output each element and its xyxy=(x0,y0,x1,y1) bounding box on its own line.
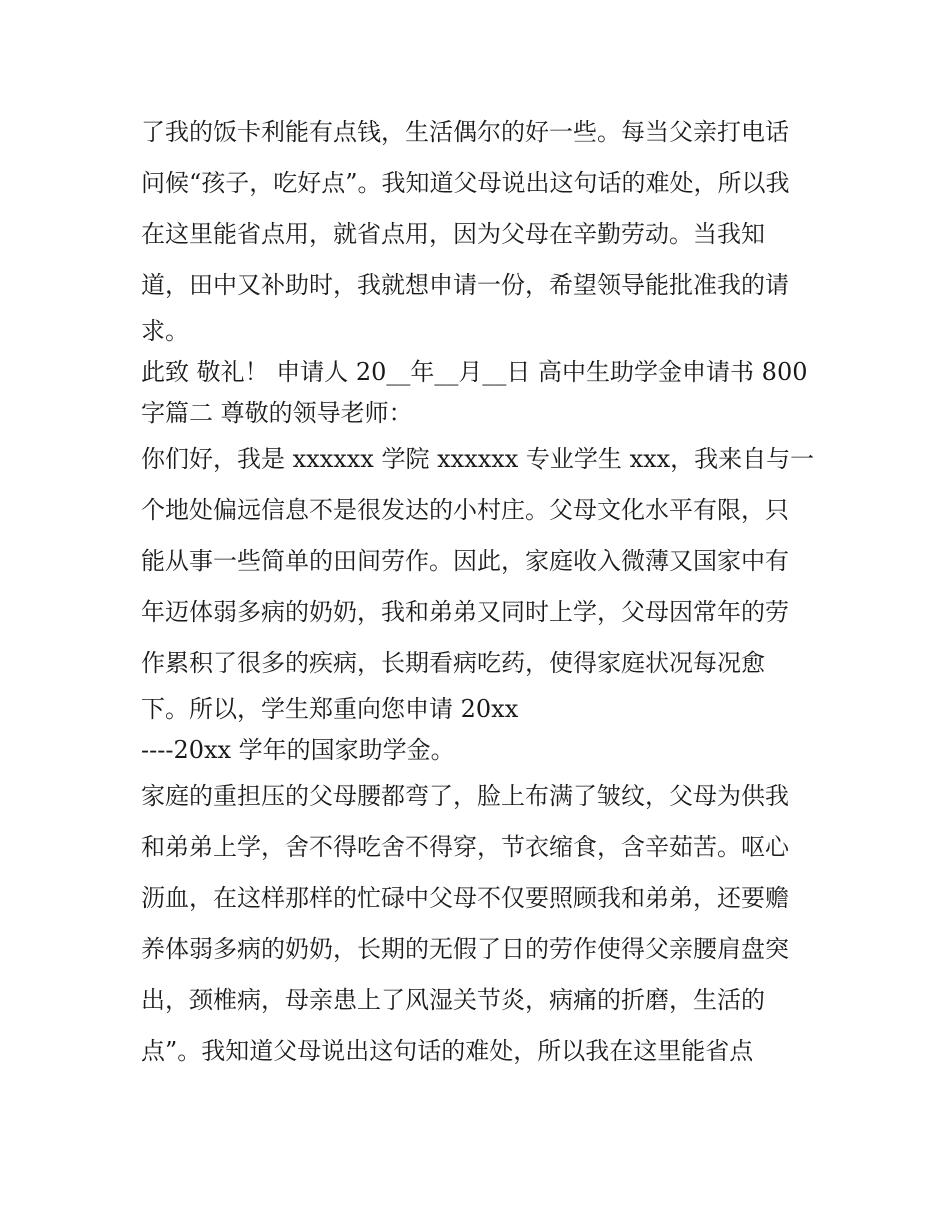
text-line: 年迈体弱多病的奶奶，我和弟弟又同时上学，父母因常年的劳 xyxy=(141,598,789,626)
text-line: 养体弱多病的奶奶，长期的无假了日的劳作使得父亲腰肩盘突 xyxy=(141,935,789,963)
text-line: 作累积了很多的疾病，长期看病吃药，使得家庭状况每况愈 xyxy=(141,649,765,677)
text-line: 求。 xyxy=(141,317,189,345)
text-line: 家庭的重担压的父母腰都弯了，脸上布满了皱纹，父母为供我 xyxy=(141,782,789,810)
text-line: 此致 敬礼！ 申请人 20__年__月__日 高中生助学金申请书 800 xyxy=(141,358,808,386)
text-line: 你们好，我是 xxxxxx 学院 xxxxxx 专业学生 xxx，我来自与一 xyxy=(141,445,815,473)
text-line: 在这里能省点用，就省点用，因为父母在辛勤劳动。当我知 xyxy=(141,220,765,248)
text-line: ----20xx 学年的国家助学金。 xyxy=(141,736,455,764)
text-line: 字篇二 尊敬的领导老师： xyxy=(141,399,413,427)
text-line: 个地处偏远信息不是很发达的小村庄。父母文化水平有限，只 xyxy=(141,496,789,524)
text-line: 了我的饭卡利能有点钱，生活偶尔的好一些。每当父亲打电话 xyxy=(141,118,789,146)
text-line: 下。所以，学生郑重向您申请 20xx xyxy=(141,695,519,723)
text-line: 问候“孩子，吃好点”。我知道父母说出这句话的难处，所以我 xyxy=(141,169,790,197)
text-line: 点”。我知道父母说出这句话的难处，所以我在这里能省点 xyxy=(141,1037,754,1065)
text-line: 和弟弟上学，舍不得吃舍不得穿，节衣缩食，含辛茹苦。呕心 xyxy=(141,833,789,861)
document-body xyxy=(141,107,821,1077)
text-line: 能从事一些简单的田间劳作。因此，家庭收入微薄又国家中有 xyxy=(141,547,789,575)
text-line: 沥血，在这样那样的忙碌中父母不仅要照顾我和弟弟，还要赡 xyxy=(141,884,789,912)
text-line: 道，田中又补助时，我就想申请一份，希望领导能批准我的请 xyxy=(141,271,789,299)
text-line: 出，颈椎病，母亲患上了风湿关节炎，病痛的折磨，生活的 xyxy=(141,986,765,1014)
